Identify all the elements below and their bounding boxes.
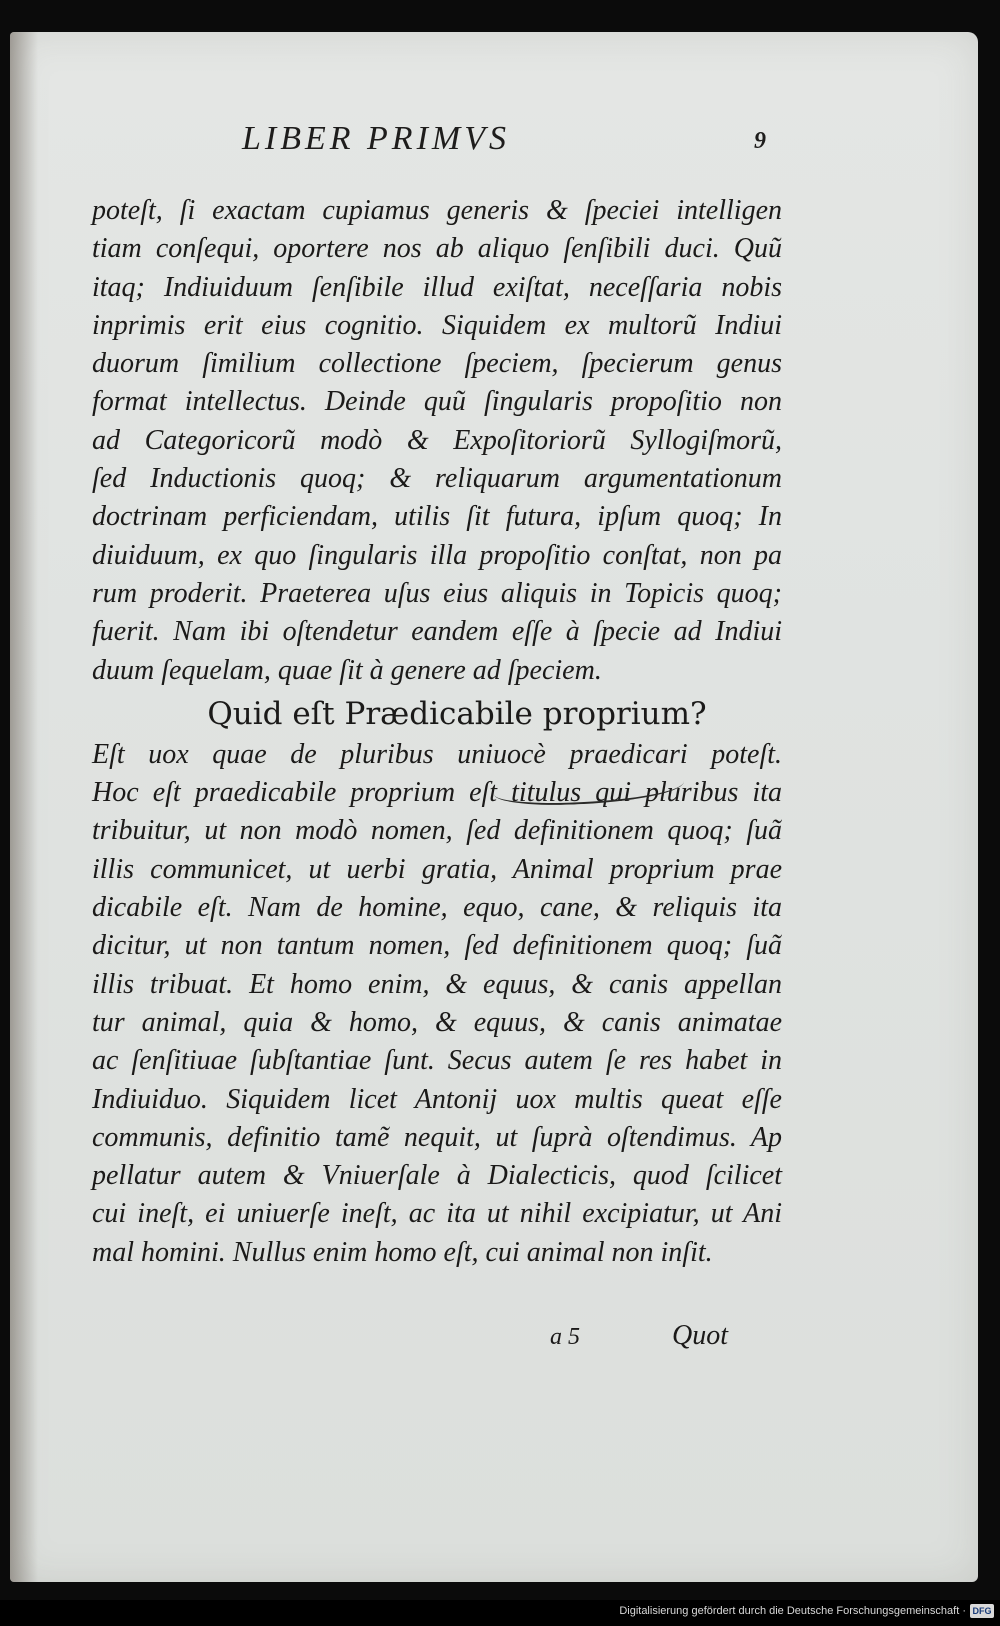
text-line: itaq; Indiuiduum ſenſibile illud exiſtat, neceſſaria nobis — [92, 271, 782, 303]
text-line: Indiuiduo. Siquidem licet Antonij uox multis queat eſſe — [92, 1083, 782, 1115]
paragraph-1 — [92, 192, 782, 690]
footer-bar — [0, 1600, 1000, 1626]
text-line: fuerit. Nam ibi oſtendetur eandem eſſe à ſpecie ad Indiui — [92, 616, 782, 648]
text-line: diuiduum, ex quo ſingularis illa propoſitio conſtat, non pa — [92, 539, 782, 571]
section-heading: Quid eſt Prædicabile proprium? — [207, 695, 707, 732]
text-line: ſed Inductionis quoq; & reliquarum argumentationum — [92, 463, 782, 495]
text-line: format intellectus. Deinde quũ ſingularis propoſitio non — [92, 386, 782, 418]
paragraph-2 — [92, 736, 782, 1272]
text-line: illis communicet, ut uerbi gratia, Animal proprium prae — [92, 853, 782, 885]
running-head — [10, 120, 978, 168]
text-block — [92, 192, 782, 1272]
text-line: pellatur autem & Vniuerſale à Dialecticis, quod ſcilicet — [92, 1160, 782, 1192]
dfg-logo-icon: DFG — [970, 1604, 994, 1618]
text-line: inprimis erit eius cognitio. Siquidem ex multorũ Indiui — [92, 309, 782, 341]
text-line: mal homini. Nullus enim homo eſt, cui animal non inſit. — [92, 1236, 713, 1268]
text-line: Hoc eſt praedicabile proprium eſt titulus qui pluribus ita — [92, 777, 782, 809]
text-line: dicabile eſt. Nam de homine, equo, cane, & reliquis ita — [92, 892, 782, 924]
text-line: ad Categoricorũ modò & Expoſitoriorũ Syllogiſmorũ, — [92, 424, 782, 456]
text-line: doctrinam perficiendam, utilis ſit futura, ipſum quoq; In — [92, 501, 782, 533]
text-line: poteſt, ſi exactam cupiamus generis & ſpeciei intelligen — [92, 195, 782, 226]
page-number: 9 — [754, 128, 766, 154]
catchwords-row — [10, 1320, 978, 1360]
text-line: duum ſequelam, quae ſit à genere ad ſpeciem. — [92, 654, 602, 686]
text-line: duorum ſimilium collectione ſpeciem, ſpecierum genus — [92, 348, 782, 380]
text-line: tribuitur, ut non modò nomen, ſed definitionem quoq; ſuã — [92, 815, 782, 847]
text-line: tiam conſequi, oportere nos ab aliquo ſenſibili duci. Quũ — [92, 233, 782, 265]
text-line: ac ſenſitiuae ſubſtantiae ſunt. Secus autem ſe res habet in — [92, 1045, 782, 1077]
text-line: illis tribuat. Et homo enim, & equus, & canis appellan — [92, 968, 782, 1000]
text-line: cui ineſt, ei uniuerſe ineſt, ac ita ut nihil excipiatur, ut Ani — [92, 1198, 782, 1230]
signature-mark: a 5 — [550, 1324, 580, 1350]
text-line: communis, definitio tamẽ nequit, ut ſuprà oſtendimus. Ap — [92, 1121, 782, 1153]
text-line: tur animal, quia & homo, & equus, & canis animatae — [92, 1006, 782, 1038]
text-line: rum proderit. Praeterea uſus eius aliquis in Topicis quoq; — [92, 577, 782, 609]
text-line: dicitur, ut non tantum nomen, ſed definitionem quoq; ſuã — [92, 930, 782, 962]
book-page — [10, 32, 978, 1582]
running-title: LIBER PRIMVS — [242, 120, 510, 157]
funding-credit: Digitalisierung gefördert durch die Deutsche Forschungsgemeinschaft · — [619, 1605, 966, 1617]
text-line: Eſt uox quae de pluribus uniuocè praedicari poteſt. — [92, 738, 782, 770]
catchword: Quot — [672, 1320, 728, 1351]
